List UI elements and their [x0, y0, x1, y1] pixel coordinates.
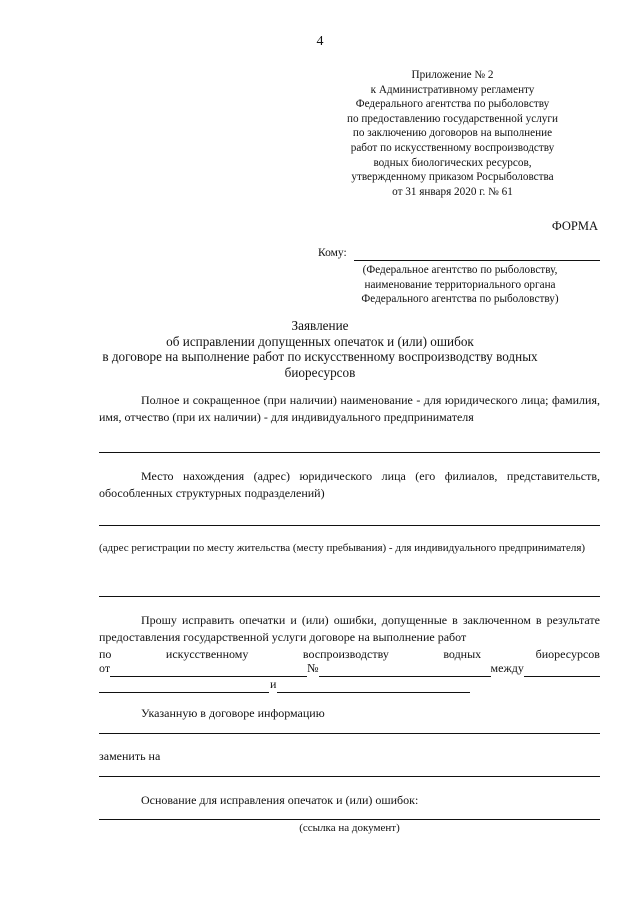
- contract-info-field[interactable]: [99, 733, 600, 734]
- basis-field[interactable]: [99, 819, 600, 820]
- title-line: в договоре на выполнение работ по искусственному воспроизводству водных: [102, 349, 538, 365]
- appendix-line: к Административному регламенту: [370, 83, 535, 96]
- basis-caption: (ссылка на документ): [299, 822, 400, 834]
- page-number: 4: [316, 34, 324, 49]
- party-three-field[interactable]: [277, 680, 470, 693]
- document-title: [80, 318, 560, 380]
- contract-details-row: [99, 660, 600, 677]
- replace-with-label: заменить на: [99, 749, 161, 763]
- replace-with-field[interactable]: [99, 776, 600, 777]
- appendix-header: [330, 68, 575, 199]
- title-line: Заявление: [291, 318, 349, 333]
- request-word: биоресурсов: [535, 647, 600, 661]
- request-text: Прошу исправить опечатки и (или) ошибки, допущенные в заключенном в результате предоставления государственной услуги договоре на выполнение работ: [99, 613, 600, 644]
- number-label: №: [307, 661, 319, 675]
- parties-row: [99, 676, 600, 693]
- recipient-label: Кому:: [318, 247, 347, 259]
- recipient-field[interactable]: [354, 260, 600, 261]
- appendix-line: от 31 января 2020 г. № 61: [392, 185, 513, 198]
- registration-address-label: (адрес регистрации по месту жительства (месту пребывания) - для индивидуального предпринимателя): [99, 542, 586, 554]
- appendix-line: работ по искусственному воспроизводству: [350, 141, 555, 154]
- between-label: между: [490, 661, 524, 675]
- appendix-line: по предоставлению государственной услуги: [347, 112, 558, 125]
- appendix-line: водных биологических ресурсов,: [373, 156, 532, 169]
- recipient-note-line: наименование территориального органа: [364, 278, 556, 291]
- recipient-note-line: (Федеральное агентство по рыболовству,: [362, 264, 558, 276]
- party-two-field[interactable]: [99, 680, 269, 693]
- from-label: от: [99, 661, 111, 675]
- basis-label: Основание для исправления опечаток и (или) ошибок:: [141, 793, 419, 807]
- appendix-line: Федерального агентства по рыболовству: [355, 98, 550, 111]
- request-word: по: [99, 647, 112, 661]
- request-word: воспроизводству: [302, 647, 389, 661]
- contract-info-label: Указанную в договоре информацию: [141, 706, 325, 720]
- title-line: биоресурсов: [284, 364, 356, 380]
- title-line: об исправлении допущенных опечаток и (или) ошибок: [166, 333, 474, 349]
- appendix-line: по заключению договоров на выполнение: [352, 127, 553, 140]
- registration-address-field[interactable]: [99, 596, 600, 597]
- recipient-note-line: Федерального агентства по рыболовству): [361, 293, 559, 305]
- and-label: и: [270, 677, 277, 691]
- appendix-line: утвержденному приказом Росрыболовства: [351, 171, 554, 184]
- appendix-line: Приложение № 2: [411, 69, 494, 81]
- applicant-name-field[interactable]: [99, 452, 600, 453]
- form-label: ФОРМА: [551, 219, 598, 233]
- recipient-row: [318, 247, 600, 263]
- legal-address-label: Место нахождения (адрес) юридического лица (его филиалов, представительств, обособленных структурных подразделений): [99, 469, 600, 500]
- request-word: искусственному: [165, 647, 249, 661]
- legal-address-field[interactable]: [99, 525, 600, 526]
- request-word: водных: [443, 647, 482, 661]
- applicant-name-label: Полное и сокращенное (при наличии) наименование - для юридического лица; фамилия, имя, отчество (при их наличии) - для индивидуального предпринимателя: [99, 393, 600, 424]
- recipient-note: [320, 263, 600, 307]
